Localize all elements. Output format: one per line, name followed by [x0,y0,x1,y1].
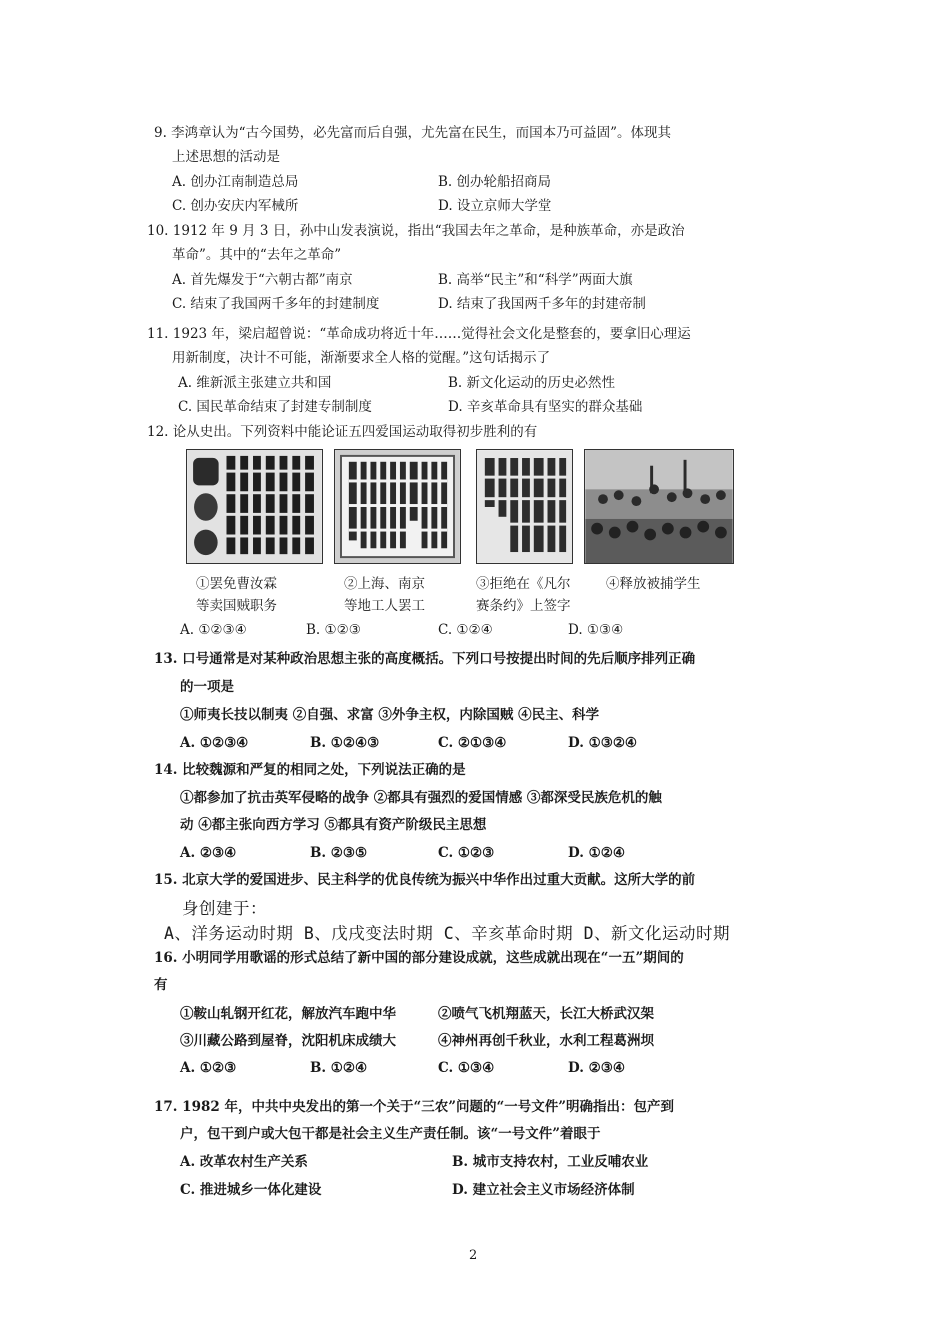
q11-option-c: C. 国民革命结束了封建专制制度 [178,399,372,415]
q12-caption-1-line2: 等卖国贼职务 [196,598,277,614]
q16-item-3: ③川藏公路到屋脊，沈阳机床成绩大 [180,1033,396,1049]
q12-stem: 12. 论从史出。下列资料中能论证五四爱国运动取得初步胜利的有 [147,424,538,440]
q17-stem-line2: 户，包干到户或大包干都是社会主义生产责任制。该“一号文件”着眼于 [180,1126,601,1142]
q12-caption-2-line2: 等地工人罢工 [344,598,425,614]
q12-photo-2 [334,449,461,564]
q9-option-d: D. 设立京师大学堂 [438,198,552,214]
q12-option-d: D. ①③④ [568,622,624,638]
q11-option-d: D. 辛亥革命具有坚实的群众基础 [448,399,643,415]
q10-option-d: D. 结束了我国两千多年的封建帝制 [438,296,646,312]
q16-option-a: A. ①②③ [180,1060,237,1076]
q13-option-c: C. ②①③④ [438,735,507,751]
q12-photo-3-image [477,450,572,563]
q10-option-b: B. 高举“民主”和“科学”两面大旗 [438,272,633,288]
q17-stem-line1: 17. 1982 年，中共中央发出的第一个关于“三农”问题的“一号文件”明确指出：包产到 [154,1099,675,1115]
q16-item-4: ④神州再创千秋业，水利工程葛洲坝 [438,1033,654,1049]
q12-photo-4-image [585,450,733,563]
q13-option-b: B. ①②④③ [310,735,380,751]
q16-option-c: C. ①③④ [438,1060,495,1076]
q9-stem-line1: 9. 李鸿章认为“古今国势，必先富而后自强，尤先富在民生，而国本乃可益固”。体现其 [154,125,671,141]
q14-stem: 14. 比较魏源和严复的相同之处，下列说法正确的是 [154,762,466,778]
q17-option-c: C. 推进城乡一体化建设 [180,1182,322,1198]
q10-stem-line2: 革命”。其中的“去年之革命” [172,247,342,263]
page-number: 2 [469,1248,478,1263]
q13-option-d: D. ①③②④ [568,735,638,751]
q15-stem-line1: 15. 北京大学的爱国进步、民主科学的优良传统为振兴中华作出过重大贡献。这所大学的前 [154,872,696,888]
q12-caption-4-line1: ④释放被捕学生 [606,576,701,592]
q13-stem-line1: 13. 口号通常是对某种政治思想主张的高度概括。下列口号按提出时间的先后顺序排列正确 [154,651,696,667]
q15-stem-line2: 身创建于： [182,899,267,918]
q9-stem-line2: 上述思想的活动是 [172,149,280,165]
q17-option-b: B. 城市支持农村，工业反哺农业 [452,1154,649,1170]
q9-option-b: B. 创办轮船招商局 [438,174,552,190]
q16-item-1: ①鞍山轧钢开红花，解放汽车跑中华 [180,1006,396,1022]
q12-caption-1-line1: ①罢免曹汝霖 [196,576,277,592]
q10-option-a: A. 首先爆发于“六朝古都”南京 [172,272,353,288]
q9-option-a: A. 创办江南制造总局 [172,174,299,190]
q12-photo-4 [584,449,734,564]
q10-option-c: C. 结束了我国两千多年的封建制度 [172,296,380,312]
q11-option-b: B. 新文化运动的历史必然性 [448,375,616,391]
q12-photo-1-image [187,450,322,563]
q16-stem-line1: 16. 小明同学用歌谣的形式总结了新中国的部分建设成就，这些成就出现在“一五”期间的 [154,950,684,966]
q10-stem-line1: 10. 1912 年 9 月 3 日，孙中山发表演说，指出“我国去年之革命，是种族革命，亦是政治 [147,223,685,239]
q15-options: A、洋务运动时期 B、戊戌变法时期 C、辛亥革命时期 D、新文化运动时期 [164,924,731,943]
q13-stem-line2: 的一项是 [180,679,234,695]
q14-option-c: C. ①②③ [438,845,495,861]
q14-option-b: B. ②③⑤ [310,845,368,861]
q13-items: ①师夷长技以制夷 ②自强、求富 ③外争主权，内除国贼 ④民主、科学 [180,707,600,723]
q12-photo-1 [186,449,323,564]
q12-caption-3-line2: 赛条约》上签字 [476,598,571,614]
q14-items-line2: 动 ④都主张向西方学习 ⑤都具有资产阶级民主思想 [180,817,487,833]
q14-option-a: A. ②③④ [180,845,237,861]
q12-option-a: A. ①②③④ [180,622,247,638]
q14-items-line1: ①都参加了抗击英军侵略的战争 ②都具有强烈的爱国情感 ③都深受民族危机的触 [180,790,662,806]
q14-option-d: D. ①②④ [568,845,625,861]
q12-option-b: B. ①②③ [306,622,361,638]
q16-option-d: D. ②③④ [568,1060,625,1076]
q11-option-a: A. 维新派主张建立共和国 [178,375,332,391]
q12-caption-3-line1: ③拒绝在《凡尔 [476,576,571,592]
q16-item-2: ②喷气飞机翔蓝天，长江大桥武汉架 [438,1006,654,1022]
q11-stem-line2: 用新制度，决计不可能，渐渐要求全人格的觉醒。”这句话揭示了 [172,350,551,366]
q11-stem-line1: 11. 1923 年，梁启超曾说：“革命成功将近十年……觉得社会文化是整套的，要拿旧心理运 [147,326,691,342]
q17-option-d: D. 建立社会主义市场经济体制 [452,1182,635,1198]
q12-photo-3 [476,449,573,564]
q12-photo-2-image [335,450,460,563]
q17-option-a: A. 改革农村生产关系 [180,1154,308,1170]
q13-option-a: A. ①②③④ [180,735,249,751]
q12-option-c: C. ①②④ [438,622,493,638]
q12-caption-2-line1: ②上海、南京 [344,576,425,592]
q16-stem-line2: 有 [154,977,168,993]
q9-option-c: C. 创办安庆内军械所 [172,198,299,214]
q16-option-b: B. ①②④ [310,1060,368,1076]
